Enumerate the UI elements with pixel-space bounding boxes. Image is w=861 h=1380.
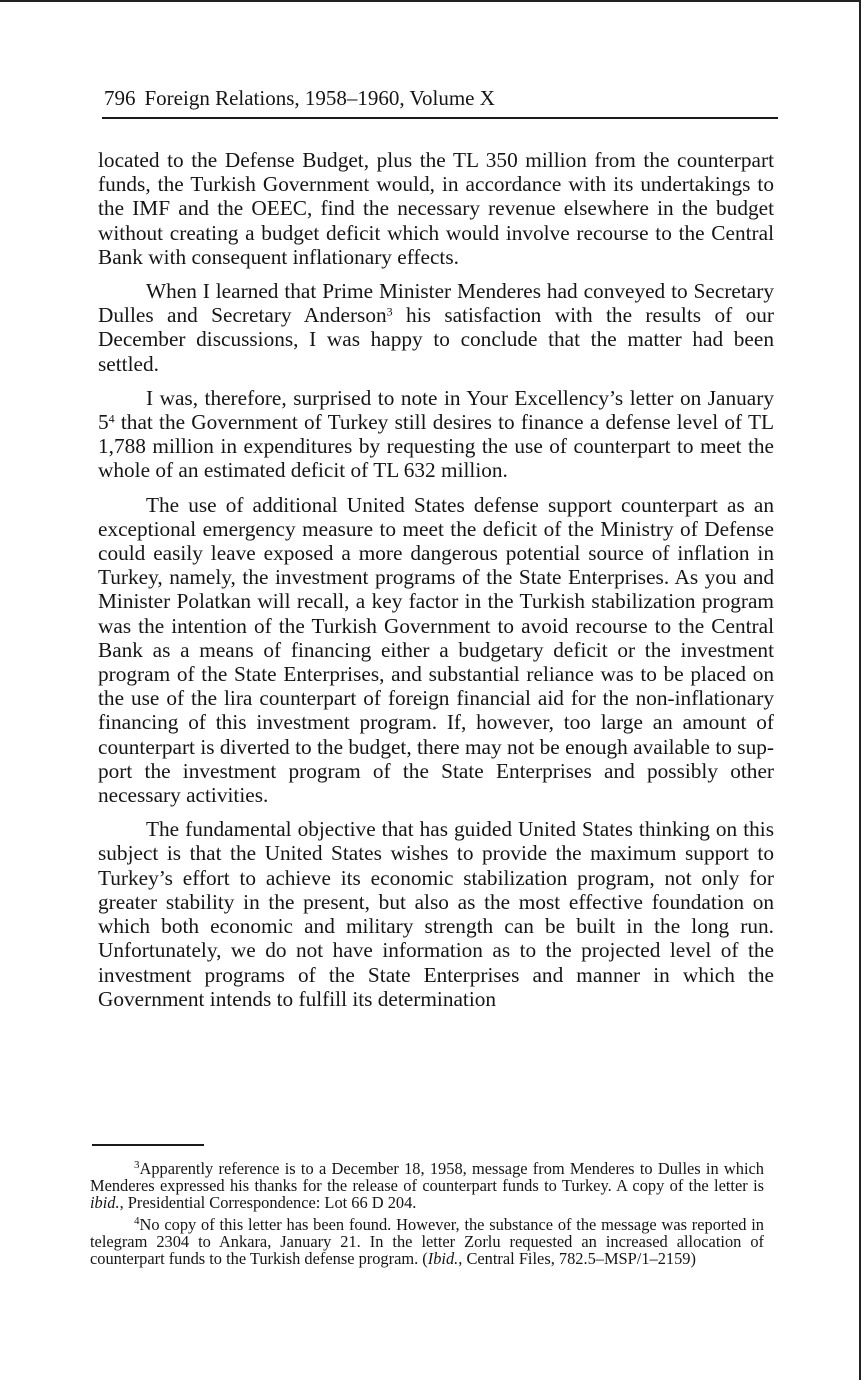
header-rule [102, 117, 778, 119]
paragraph: The use of additional United States defense support counterpart as an exceptional emergency measure to meet the deficit of the Ministry of Defense could easily leave exposed a more dangerous potential source of inflation in Turkey, namely, the investment programs of the State Enterprises. As you and Minister Polatkan will recall, a key factor in the Turkish stabilization program was the intention of the Turkish Government to avoid recourse to the Central Bank as a means of financing either a budgetary deficit or the investment program of the State Enterprises, and substantial reliance was to be placed on the use of the lira counterpart of foreign financial aid for the non-inflationary financing of this investment program. If, however, too large an amount of counterpart is diverted to the budget, there may not be enough available to support the investment program of the State Enterprises and possibly other necessary activities. [98, 492, 774, 808]
paragraph-text: I was, therefore, surprised to note in Your Excellency’s letter on January 5 [98, 385, 774, 435]
running-header [104, 84, 776, 112]
footnote-text: Apparently reference is to a December 18, 1958, message from Menderes to Dulles in which Menderes expressed his thanks for the release of counterpart funds to Turkey. A copy of the letter is [90, 1159, 764, 1195]
paragraph: The fundamental objective that has guided United States thinking on this subject is that the United States wishes to provide the maximum support to Turkey’s effort to achieve its economic stabilization program, not only for greater stability in the present, but also as the most effective foundation on which both economic and military strength can be built in the long run. Unfortunately, we do not have information as to the projected level of the investment programs of the State Enterprises and manner in which the Government intends to fulfill its determination [98, 817, 774, 1011]
paragraph-text: his satisfaction with the results of our December discussions, I was happy to conclude that the matter had been settled. [98, 303, 774, 376]
footnote-separator [92, 1144, 204, 1146]
footnote-reference-4: 4 [108, 411, 115, 426]
top-border-line [0, 0, 861, 2]
paragraph [98, 386, 774, 483]
running-title: Foreign Relations, 1958–1960, Volume X [144, 86, 495, 110]
footnote-ibid: Ibid. [427, 1249, 459, 1268]
paragraph [98, 279, 774, 376]
footnote-number: 3 [134, 1158, 140, 1171]
footnotes [90, 1160, 764, 1272]
footnote-4 [90, 1216, 764, 1267]
footnote-ibid: ibid. [90, 1193, 120, 1212]
footnote-text: , Presidential Correspondence: Lot 66 D 204. [119, 1193, 417, 1212]
footnote-reference-3: 3 [386, 304, 393, 319]
paragraph-continued: located to the Defense Budget, plus the TL 350 million from the counterpart funds, the Turkish Government would, in accordance with its undertakings to the IMF and the OEEC, find the necessary revenue elsewhere in the budget without creating a budget deficit which would involve recourse to the Central Bank with consequent inflationary effects. [98, 148, 774, 269]
main-text [98, 148, 774, 1021]
page-number: 796 [104, 86, 136, 110]
footnote-text: , Central Files, 782.5–MSP/1–2159) [458, 1249, 696, 1268]
footnote-text: No copy of this letter has been found. However, the substance of the message was reported in telegram 2304 to Ankara, January 21. In the letter Zorlu requested an increased allocation of counterpart funds to the Turkish defense program. ( [90, 1215, 764, 1268]
paragraph-text: that the Government of Turkey still desires to finance a defense level of TL 1,788 million in expenditures by requesting the use of counterpart to meet the whole of an estimated deficit of TL 632 million. [98, 410, 774, 483]
footnote-number: 4 [134, 1214, 140, 1227]
paragraph-text: When I learned that Prime Minister Menderes had conveyed to Secretary Dulles and Secretary Anderson [98, 279, 774, 328]
footnote-3 [90, 1160, 764, 1211]
